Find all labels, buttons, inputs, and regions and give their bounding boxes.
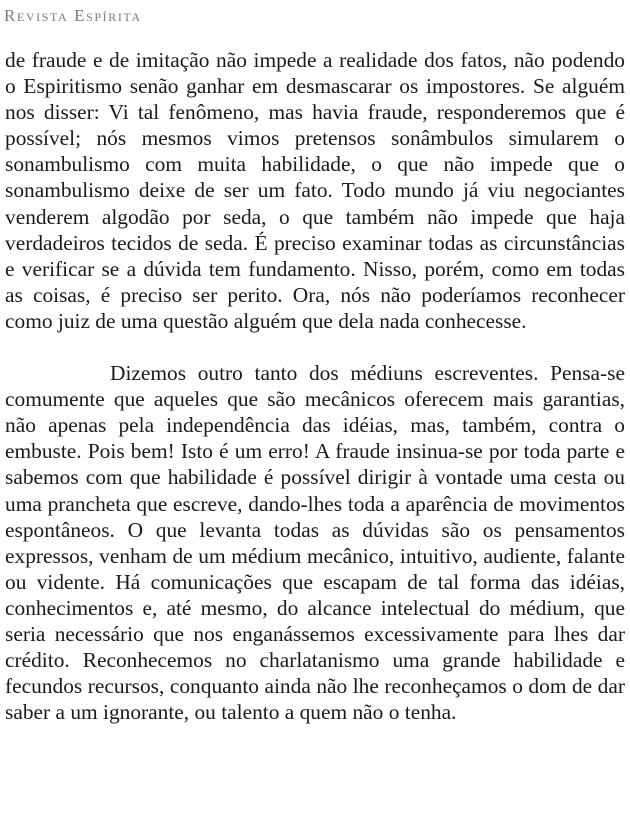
paragraph-2: Dizemos outro tanto dos médiuns escreventes. Pensa-se comumente que aqueles que são mecânicos oferecem mais garantias, não apenas pela independência das idéias, mas, também, contra o embuste. Pois bem! Isto é um erro! A fraude insinua-se por toda parte e sabemos com que habilidade é possível dirigir à vontade uma cesta ou uma prancheta que escreve, dando-lhes toda a aparência de movimentos espontâneos. O que levanta todas as dúvidas são os pensamentos expressos, venham de um médium mecânico, intuitivo, audiente, falante ou vidente. Há comunicações que escapam de tal forma das idéias, conhecimentos e, até mesmo, do alcance intelectual do médium, que seria necessário que nos enganássemos excessivamente para lhes dar crédito. Reconhecemos no charlatanismo uma grande habilidade e fecundos recursos, conquanto ainda não lhe reconheçamos o dom de dar saber a um ignorante, ou talento a quem não o tenha. (5, 361, 625, 725)
body-text (5, 47, 625, 725)
paragraph-1: de fraude e de imitação não impede a realidade dos fatos, não podendo o Espiritismo senão ganhar em desmascarar os impostores. Se alguém nos disser: Vi tal fenômeno, mas havia fraude, responderemos que é possível; nós mesmos vimos pretensos sonâmbulos simularem o sonambulismo com muita habilidade, o que não impede que o sonambulismo deixe de ser um fato. Todo mundo já viu negociantes venderem algodão por seda, o que também não impede que haja verdadeiros tecidos de seda. É preciso examinar todas as circunstâncias e verificar se a dúvida tem fundamento. Nisso, porém, como em todas as coisas, é preciso ser perito. Ora, nós não poderíamos reconhecer como juiz de uma questão alguém que dela nada conhecesse. (5, 48, 625, 333)
running-header: Revista Espírita (4, 6, 142, 25)
